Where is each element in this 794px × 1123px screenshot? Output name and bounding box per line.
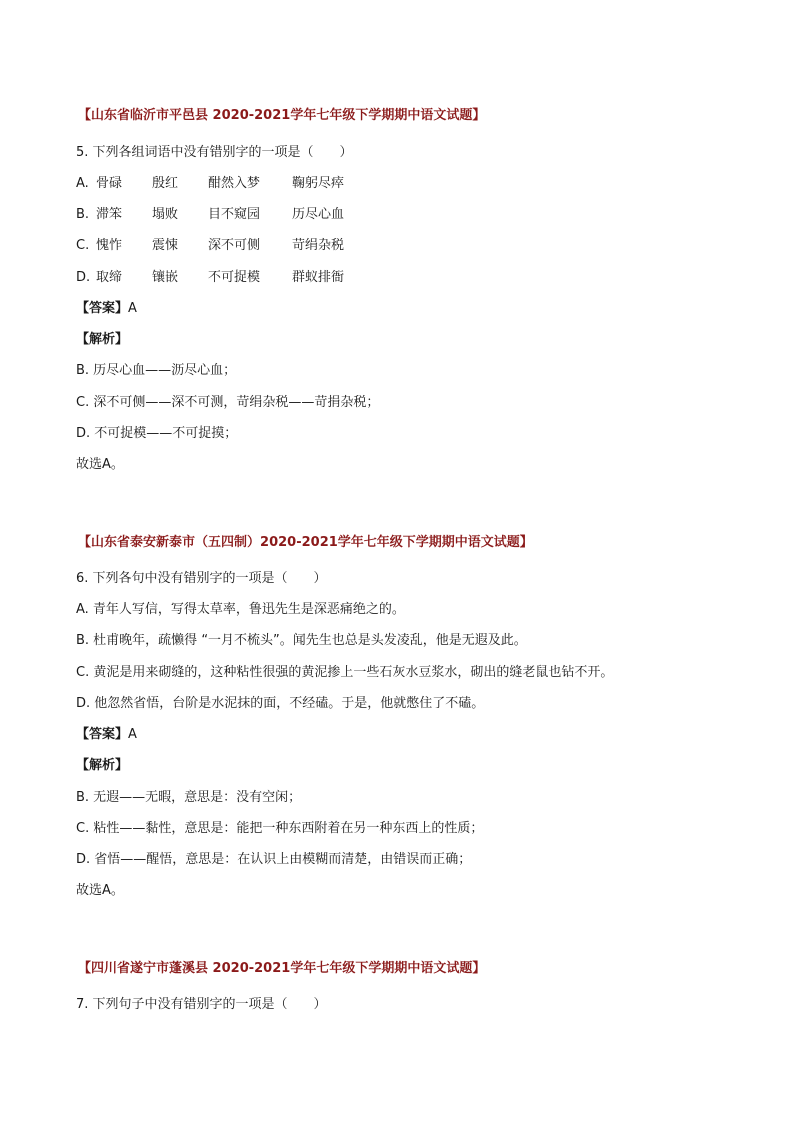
q5-analysis-line: C. 深不可侧——深不可测，苛绢杂税——苛捐杂税；	[76, 395, 380, 410]
option-word: 殷红	[152, 176, 179, 191]
q6-source	[78, 534, 533, 552]
q6-analysis-line: 故选A。	[76, 883, 124, 898]
option-word: 苛绢杂税	[292, 238, 345, 253]
q7-source-close: 】	[472, 961, 486, 976]
option-label: A.	[76, 176, 89, 191]
answer-label: 【答案】	[76, 301, 129, 316]
q6-option-d: D. 他忽然省悟，台阶是水泥抹的面，不经磕。于是，他就憋住了不磕。	[76, 696, 485, 711]
q6-source-open: 【	[78, 535, 92, 550]
q5-stem: 5. 下列各组词语中没有错别字的一项是（ ）	[76, 145, 353, 160]
option-word: 取缔	[96, 270, 123, 285]
option-label: B.	[76, 207, 90, 222]
q6-option-c: C. 黄泥是用来砌缝的，这种粘性很强的黄泥掺上一些石灰水豆浆水，砌出的缝老鼠也钻不开。	[76, 665, 614, 680]
q5-source-region: 山东省临沂市平邑县	[91, 108, 209, 123]
option-word: 骨碌	[96, 176, 123, 191]
option-word: 镶嵌	[152, 270, 179, 285]
q6-answer	[76, 726, 137, 744]
option-word: 不可捉模	[208, 270, 261, 285]
q6-source-title: 2020-2021学年七年级下学期期中语文试题	[260, 535, 520, 550]
option-word: 深不可侧	[208, 238, 261, 253]
q5-answer	[76, 300, 137, 318]
q6-source-region: 山东省泰安新泰市（五四制）	[91, 535, 261, 550]
q7-stem: 7. 下列句子中没有错别字的一项是（ ）	[76, 997, 327, 1012]
q5-analysis-label: 【解析】	[76, 332, 129, 347]
q6-analysis-label: 【解析】	[76, 758, 129, 773]
answer-value: A	[128, 301, 137, 316]
q5-source-open: 【	[78, 108, 92, 123]
option-word: 滞笨	[96, 207, 123, 222]
answer-label: 【答案】	[76, 727, 129, 742]
q6-analysis-line: D. 省悟——醒悟，意思是：在认识上由模糊而清楚，由错误而正确；	[76, 852, 472, 867]
q7-source-region: 四川省遂宁市蓬溪县	[91, 961, 209, 976]
option-label: C.	[76, 238, 90, 253]
q7-source	[78, 960, 485, 978]
answer-value: A	[128, 727, 137, 742]
q6-option-a: A. 青年人写信，写得太草率，鲁迅先生是深恶痛绝之的。	[76, 602, 405, 617]
option-word: 鞠躬尽瘁	[292, 176, 345, 191]
q5-source-close: 】	[472, 108, 486, 123]
option-word: 震悚	[152, 238, 179, 253]
option-word: 目不窥园	[208, 207, 261, 222]
q6-source-close: 】	[519, 535, 533, 550]
option-word: 酣然入梦	[208, 176, 261, 191]
option-word: 塌败	[152, 207, 179, 222]
q5-source	[78, 107, 485, 125]
option-word: 群蚁排衙	[292, 270, 345, 285]
option-word: 历尽心血	[292, 207, 345, 222]
q6-analysis-line: B. 无遐——无暇，意思是：没有空闲；	[76, 790, 302, 805]
q5-analysis-line: 故选A。	[76, 457, 124, 472]
q6-analysis-line: C. 粘性——黏性，意思是：能把一种东西附着在另一种东西上的性质；	[76, 821, 484, 836]
q7-source-title: 2020-2021学年七年级下学期期中语文试题	[208, 961, 473, 976]
q7-source-open: 【	[78, 961, 92, 976]
option-word: 愧怍	[96, 238, 123, 253]
q6-option-b: B. 杜甫晚年，疏懒得 “一月不梳头”。闻先生也总是头发凌乱，他是无遐及此。	[76, 633, 527, 648]
q5-analysis-line: D. 不可捉模——不可捉摸；	[76, 426, 238, 441]
option-label: D.	[76, 270, 91, 285]
q5-analysis-line: B. 历尽心血——沥尽心血；	[76, 363, 237, 378]
q6-stem: 6. 下列各句中没有错别字的一项是（ ）	[76, 571, 327, 586]
q5-source-title: 2020-2021学年七年级下学期期中语文试题	[208, 108, 473, 123]
